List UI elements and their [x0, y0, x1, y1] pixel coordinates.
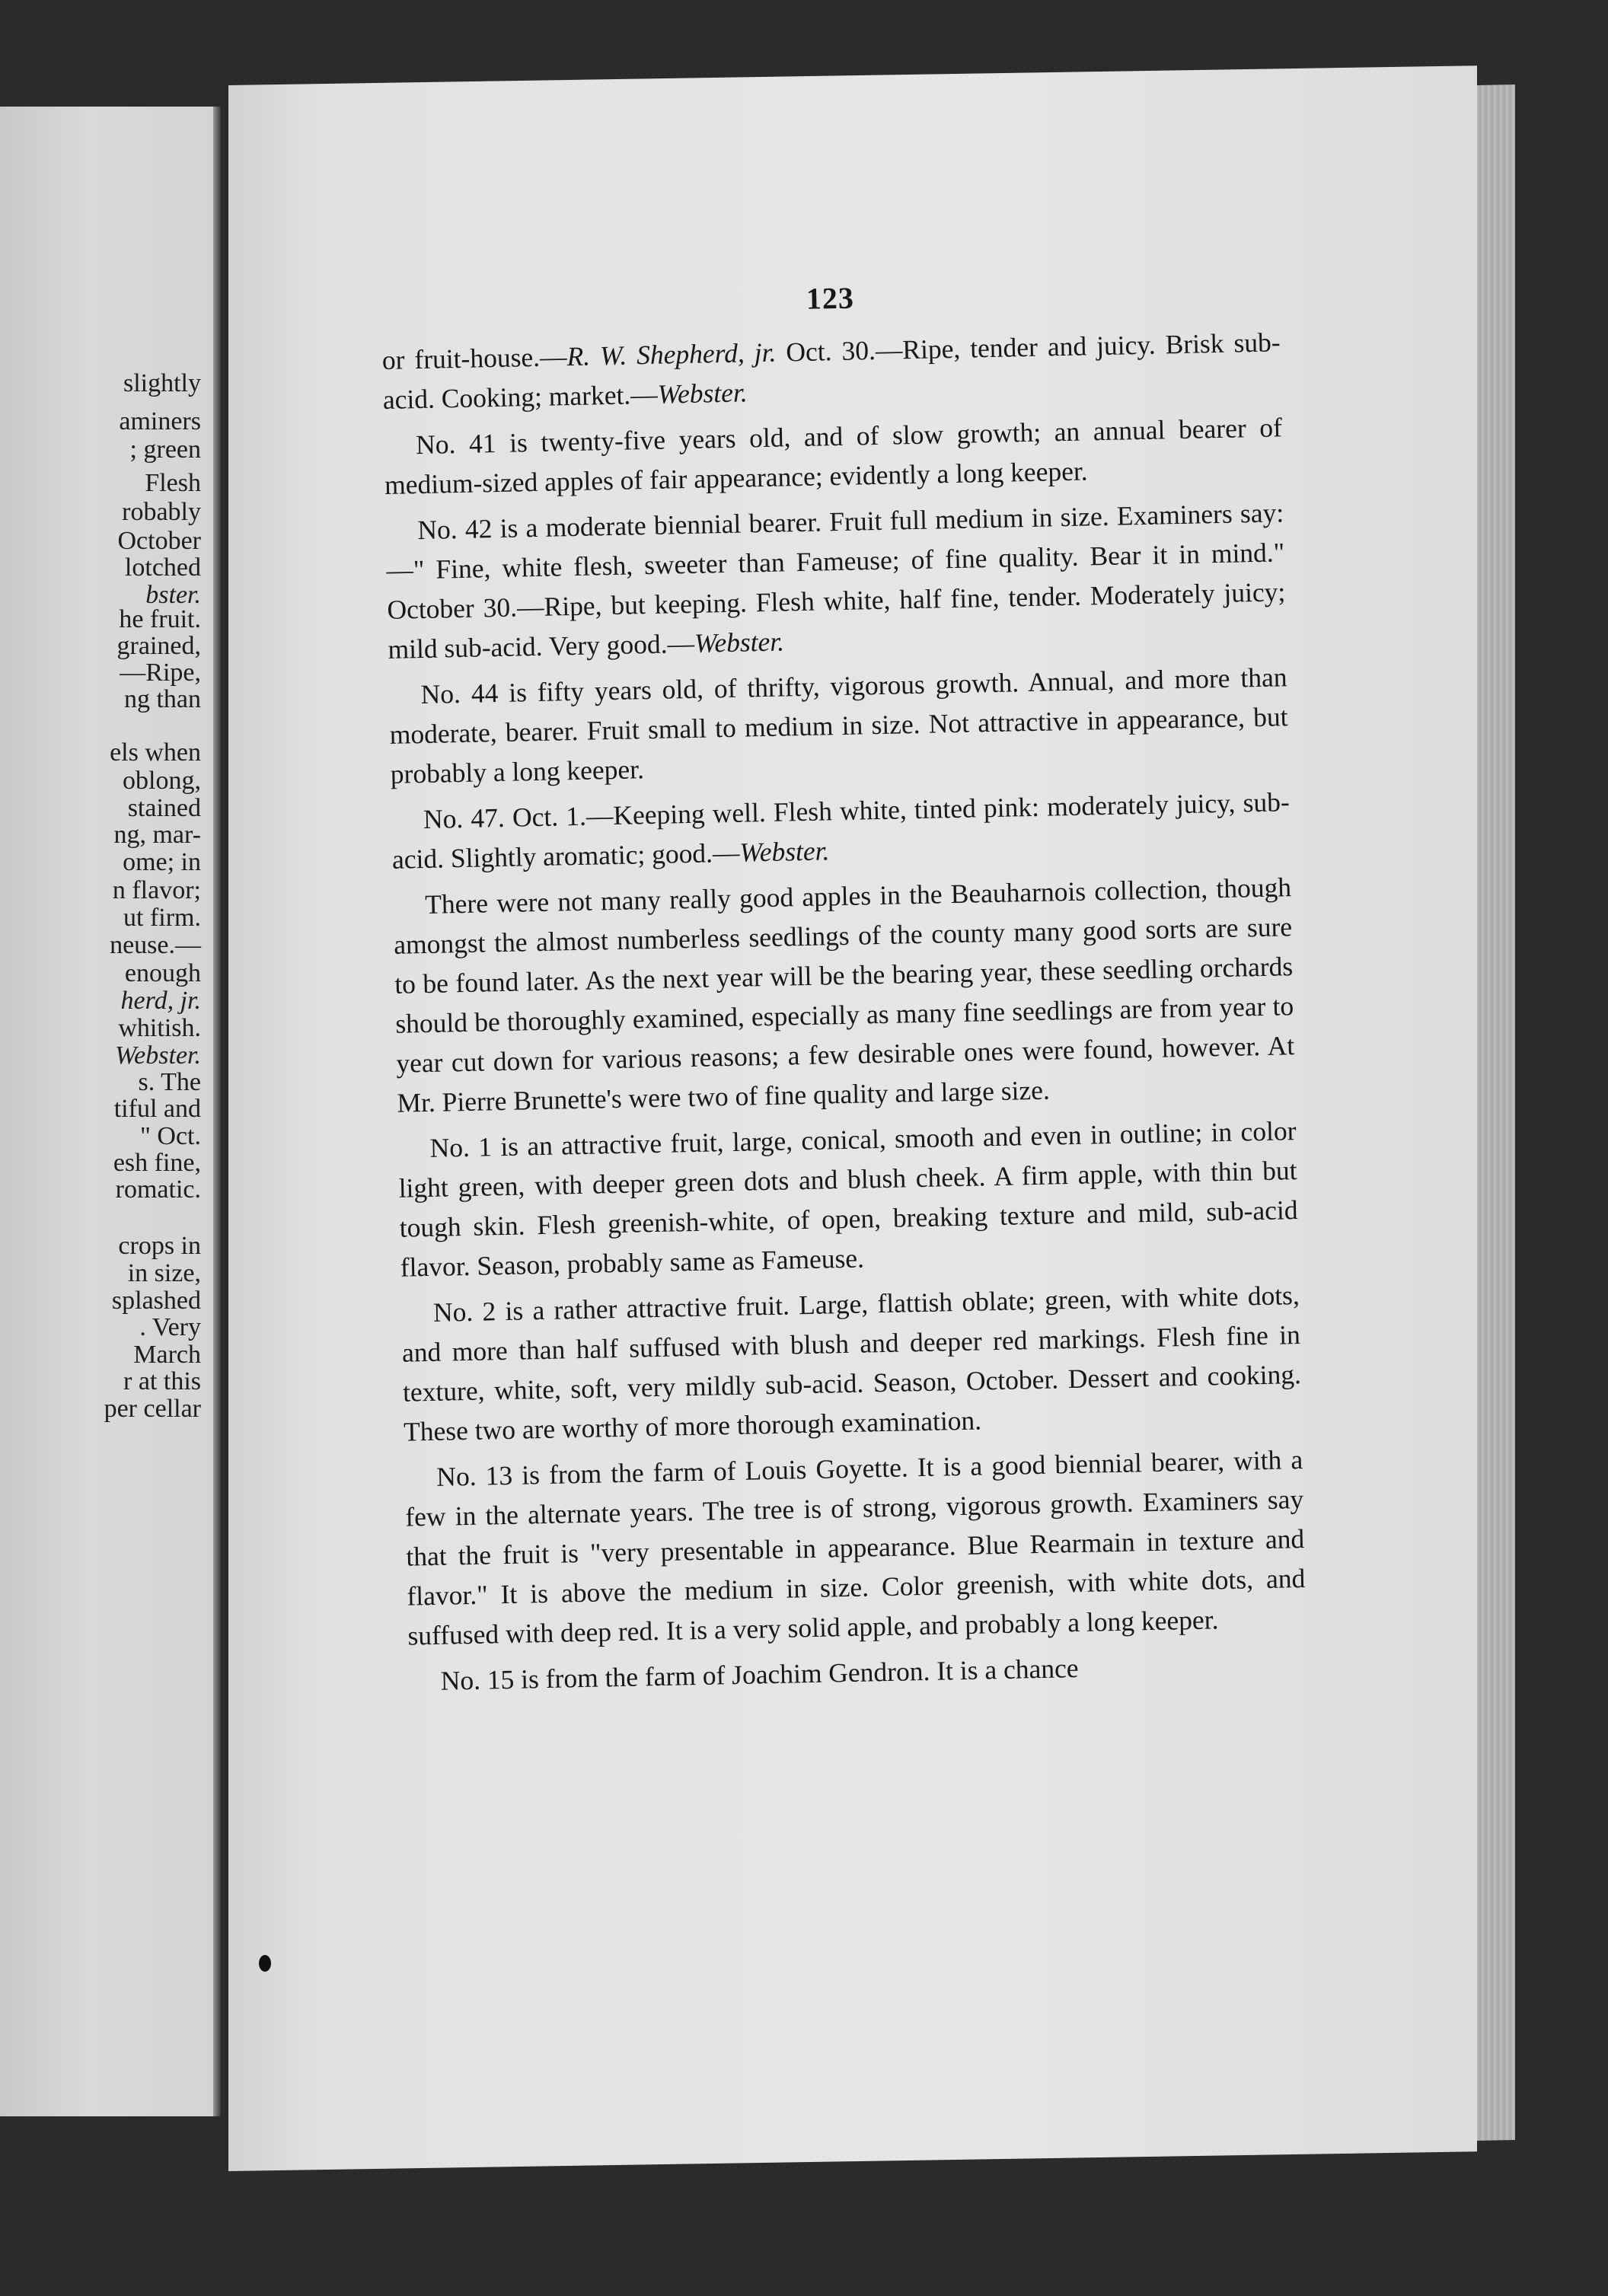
body-paragraph	[381, 322, 1281, 419]
left-page-line: r at this	[123, 1367, 201, 1395]
left-page-line: tiful and	[113, 1095, 201, 1123]
paragraph-text: No. 13 is from the farm of Louis Goyette. It is a good biennial bearer, with a few in the alternate years. The tree is of strong, vigorous growth. Examiners say that the fruit is "very presentable in appearance. Blue Rearmain in texture and flavor." It is above the medium in size. Color greenish, with white dots, and suffused with deep red. It is a very solid apple, and probably a long keeper.	[404, 1444, 1306, 1651]
paragraph-text: No. 15 is from the farm of Joachim Gendron. It is a chance	[440, 1652, 1079, 1696]
attribution-text: Webster.	[739, 835, 830, 868]
left-page-line: he fruit.	[119, 605, 201, 633]
paragraph-text: No. 44 is fifty years old, of thrifty, vigorous growth. Annual, and more than moderate, bearer. Fruit small to medium in size. Not attractive in appearance, but probably a long keeper.	[389, 662, 1288, 789]
left-page-line: aminers	[119, 407, 201, 435]
left-page-line: stained	[127, 794, 201, 822]
paragraph-text: No. 2 is a rather attractive fruit. Large, flattish oblate; green, with white dots, and more than half suffused with blush and deeper red markings. Flesh fine in texture, white, soft, very mildly sub-acid. Season, October. Dessert and cooking. These two are worthy of more thorough examination.	[401, 1280, 1302, 1447]
left-page-line: bster.	[145, 581, 201, 609]
paragraph-text: Oct. 30.—Ripe, tender and juicy. Brisk sub-acid. Cooking; market.—	[382, 327, 1281, 415]
left-page-line: ut firm.	[123, 904, 201, 932]
left-page-line: in size,	[127, 1259, 201, 1287]
left-page-line: slightly	[123, 369, 201, 397]
left-page-line: . Very	[139, 1313, 201, 1341]
left-page-line: els when	[110, 738, 201, 767]
left-page-line: October	[117, 527, 201, 555]
left-page-line: crops in	[118, 1232, 201, 1260]
paragraph-text: There were not many really good apples in the Beauharnois collection, though amongst the almost numberless seedlings of the county many good sorts are sure to be found later. As the next year will be the bearing year, these seedling orchards should be thoroughly examined, especially as many fine seedlings are from year to year cut down for various reasons; a few desirable ones were found, however. At Mr. Pierre Brunette's were two of fine quality and large size.	[393, 872, 1295, 1118]
left-page-line: oblong,	[123, 767, 201, 795]
left-page-line: herd, jr.	[120, 987, 201, 1015]
attribution-text: Webster.	[657, 377, 748, 410]
left-page-line: neuse.—	[110, 931, 201, 959]
left-page-line: splashed	[111, 1287, 201, 1315]
body-paragraph	[385, 493, 1287, 669]
page-edges	[1477, 85, 1515, 2141]
left-page-line: " Oct.	[140, 1122, 201, 1150]
paragraph-text: No. 41 is twenty-five years old, and of slow growth; an annual bearer of medium-sized apples of fair appearance; evidently a long keeper.	[384, 412, 1283, 500]
page-body	[381, 271, 1307, 1707]
left-page-line: whitish.	[118, 1014, 201, 1042]
paragraph-text: No. 42 is a moderate biennial bearer. Fruit full medium in size. Examiners say:—" Fine, white flesh, sweeter than Fameuse; of fine quality. Bear it in mind." October 30.—Ripe, but keeping. Flesh white, half fine, tender. Moderately juicy; mild sub-acid. Very good.—	[386, 497, 1286, 665]
left-page-line: ng than	[123, 685, 201, 713]
left-page-line: Webster.	[114, 1041, 201, 1070]
left-page-line: ome; in	[123, 848, 201, 876]
left-page-line: esh fine,	[113, 1149, 201, 1177]
left-page-line: ; green	[129, 435, 201, 464]
attribution-text: R. W. Shepherd, jr.	[566, 336, 777, 372]
left-page-line: robably	[122, 498, 201, 526]
body-paragraph	[384, 407, 1284, 505]
left-page-line: grained,	[116, 632, 201, 660]
left-page	[0, 107, 221, 2116]
left-page-line: —Ripe,	[120, 659, 201, 687]
body-paragraph	[391, 782, 1291, 879]
body-paragraph	[404, 1440, 1306, 1656]
left-page-line: Flesh	[145, 469, 201, 497]
book-gutter	[213, 107, 221, 2116]
page-number: 123	[806, 280, 855, 316]
body-paragraph	[393, 867, 1296, 1123]
paragraph-text: No. 1 is an attractive fruit, large, conical, smooth and even in outline; in color light green, with deeper green dots and blush cheek. A firm apple, with thin but tough skin. Flesh greenish-white, of open, breaking texture and mild, sub-acid flavor. Season, probably same as Fameuse.	[398, 1115, 1298, 1283]
left-page-line: enough	[124, 959, 201, 987]
left-page-line: n flavor;	[112, 876, 201, 904]
left-page-line: per cellar	[104, 1395, 201, 1423]
paragraph-text: No. 47. Oct. 1.—Keeping well. Flesh white, tinted pink: moderately juicy, sub-acid. Slightly aromatic; good.—	[391, 786, 1291, 875]
left-page-line: s. The	[138, 1068, 201, 1096]
body-paragraph	[397, 1111, 1299, 1287]
attribution-text: Webster.	[694, 626, 785, 659]
left-page-line: ng, mar-	[113, 821, 201, 849]
paragraph-list	[381, 322, 1307, 1701]
left-page-line: romatic.	[115, 1175, 201, 1204]
body-paragraph	[388, 657, 1289, 794]
left-page-line: March	[133, 1341, 201, 1369]
body-paragraph	[400, 1275, 1302, 1452]
paragraph-text: or fruit-house.—	[381, 341, 567, 375]
left-page-line: lotched	[124, 553, 201, 582]
ink-spot	[259, 1955, 271, 1972]
